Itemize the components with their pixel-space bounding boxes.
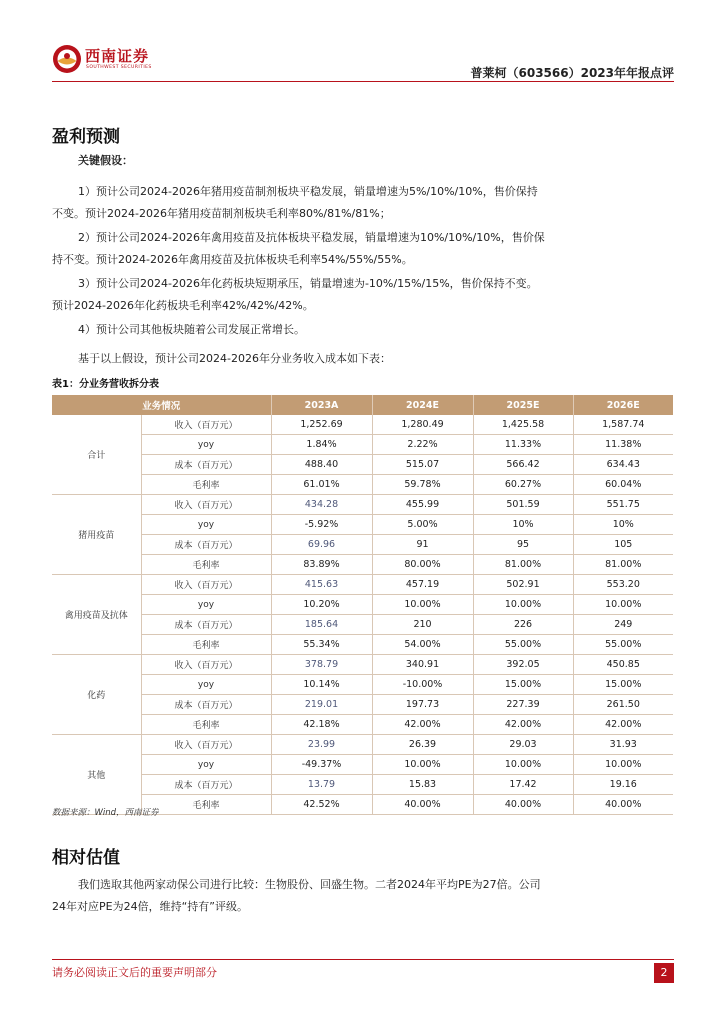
metric-label-cell: 毛利率 (141, 795, 271, 815)
table-row (52, 775, 673, 795)
metric-label-cell: 成本（百万元） (141, 695, 271, 715)
value-cell: 210 (372, 615, 473, 635)
logo-icon (52, 44, 82, 74)
value-cell: 15.83 (372, 775, 473, 795)
table-header-2024e: 2024E (372, 395, 473, 415)
value-cell: 1,280.49 (372, 415, 473, 435)
value-cell: 61.01% (271, 475, 372, 495)
value-cell: 457.19 (372, 575, 473, 595)
assumption-paragraph-2: 2）预计公司2024-2026年禽用疫苗及抗体板块平稳发展，销量增速为10%/10%/10%，售价保持不变。预计2024-2026年禽用疫苗及抗体板块毛利率54%/55%/55%。 (52, 231, 545, 266)
table-intro-paragraph: 基于以上假设，预计公司2024-2026年分业务收入成本如下表： (78, 352, 391, 365)
table-row (52, 735, 673, 755)
value-cell: 502.91 (473, 575, 573, 595)
header-divider (52, 81, 674, 82)
value-cell: 42.52% (271, 795, 372, 815)
metric-label-cell: 收入（百万元） (141, 735, 271, 755)
value-cell: 340.91 (372, 655, 473, 675)
value-cell: 11.38% (573, 435, 673, 455)
value-cell: 488.40 (271, 455, 372, 475)
page-number: 2 (654, 963, 674, 983)
footer-divider (52, 959, 674, 960)
table-row (52, 575, 673, 595)
section-title-relative-valuation: 相对估值 (52, 848, 120, 868)
report-title: 普莱柯（603566）2023年年报点评 (470, 66, 674, 80)
value-cell: 566.42 (473, 455, 573, 475)
assumption-paragraph-4: 4）预计公司其他板块随着公司发展正常增长。 (78, 323, 305, 336)
value-cell: 42.18% (271, 715, 372, 735)
value-cell: 81.00% (573, 555, 673, 575)
table-row (52, 555, 673, 575)
value-cell: 227.39 (473, 695, 573, 715)
value-cell: 10.20% (271, 595, 372, 615)
value-cell: 95 (473, 535, 573, 555)
metric-label-cell: 成本（百万元） (141, 615, 271, 635)
table-row (52, 655, 673, 675)
value-cell: 10% (573, 515, 673, 535)
logo-english-name: SOUTHWEST SECURITIES (86, 65, 152, 70)
value-cell: 42.00% (573, 715, 673, 735)
value-cell: 1,252.69 (271, 415, 372, 435)
table-source-note: 数据来源：Wind，西南证券 (52, 808, 159, 818)
table-header-row (52, 395, 673, 415)
value-cell: -5.92% (271, 515, 372, 535)
value-cell: 1,587.74 (573, 415, 673, 435)
value-cell: 31.93 (573, 735, 673, 755)
key-assumptions-label: 关键假设： (78, 154, 133, 167)
value-cell: 2.22% (372, 435, 473, 455)
value-cell: 55.00% (573, 635, 673, 655)
value-cell: 10.14% (271, 675, 372, 695)
segment-name-cell: 化药 (52, 655, 141, 735)
value-cell: 81.00% (473, 555, 573, 575)
value-cell: 10.00% (473, 595, 573, 615)
value-cell: 392.05 (473, 655, 573, 675)
value-cell: 10.00% (372, 755, 473, 775)
value-cell: 54.00% (372, 635, 473, 655)
value-cell: 59.78% (372, 475, 473, 495)
section-title-profit-forecast: 盈利预测 (52, 127, 120, 147)
value-cell: 219.01 (271, 695, 372, 715)
metric-label-cell: 收入（百万元） (141, 575, 271, 595)
value-cell: 515.07 (372, 455, 473, 475)
table-row (52, 715, 673, 735)
metric-label-cell: yoy (141, 515, 271, 535)
value-cell: 15.00% (473, 675, 573, 695)
value-cell: 249 (573, 615, 673, 635)
segment-revenue-table (52, 395, 673, 815)
metric-label-cell: 成本（百万元） (141, 455, 271, 475)
value-cell: 11.33% (473, 435, 573, 455)
value-cell: 26.39 (372, 735, 473, 755)
value-cell: 1,425.58 (473, 415, 573, 435)
value-cell: 10.00% (372, 595, 473, 615)
logo-chinese-name: 西南证券 (85, 47, 150, 65)
table-row (52, 435, 673, 455)
value-cell: -10.00% (372, 675, 473, 695)
metric-label-cell: yoy (141, 595, 271, 615)
metric-label-cell: 收入（百万元） (141, 415, 271, 435)
table-row (52, 535, 673, 555)
value-cell: -49.37% (271, 755, 372, 775)
value-cell: 40.00% (372, 795, 473, 815)
metric-label-cell: 成本（百万元） (141, 775, 271, 795)
table-header-2025e: 2025E (473, 395, 573, 415)
value-cell: 69.96 (271, 535, 372, 555)
value-cell: 83.89% (271, 555, 372, 575)
table-row (52, 415, 673, 435)
table-header-business: 业务情况 (52, 395, 271, 415)
metric-label-cell: yoy (141, 755, 271, 775)
value-cell: 29.03 (473, 735, 573, 755)
value-cell: 19.16 (573, 775, 673, 795)
table-row (52, 755, 673, 775)
value-cell: 261.50 (573, 695, 673, 715)
table-row (52, 595, 673, 615)
value-cell: 60.04% (573, 475, 673, 495)
metric-label-cell: yoy (141, 435, 271, 455)
assumption-paragraph-1: 1）预计公司2024-2026年猪用疫苗制剂板块平稳发展，销量增速为5%/10%/10%，售价保持不变。预计2024-2026年猪用疫苗制剂板块毛利率80%/81%/81%； (52, 185, 538, 220)
value-cell: 15.00% (573, 675, 673, 695)
assumption-paragraph-3: 3）预计公司2024-2026年化药板块短期承压，销量增速为-10%/15%/15%，售价保持不变。预计2024-2026年化药板块毛利率42%/42%/42%。 (52, 277, 538, 312)
value-cell: 40.00% (573, 795, 673, 815)
table-row (52, 695, 673, 715)
value-cell: 80.00% (372, 555, 473, 575)
value-cell: 91 (372, 535, 473, 555)
value-cell: 226 (473, 615, 573, 635)
value-cell: 55.34% (271, 635, 372, 655)
segment-name-cell: 其他 (52, 735, 141, 815)
table-title: 表1：分业务营收拆分表 (52, 379, 159, 390)
value-cell: 1.84% (271, 435, 372, 455)
value-cell: 42.00% (473, 715, 573, 735)
value-cell: 450.85 (573, 655, 673, 675)
value-cell: 434.28 (271, 495, 372, 515)
table-header-2026e: 2026E (573, 395, 673, 415)
value-cell: 10% (473, 515, 573, 535)
value-cell: 10.00% (573, 595, 673, 615)
metric-label-cell: 毛利率 (141, 475, 271, 495)
metric-label-cell: 成本（百万元） (141, 535, 271, 555)
value-cell: 13.79 (271, 775, 372, 795)
table-row (52, 475, 673, 495)
value-cell: 634.43 (573, 455, 673, 475)
value-cell: 10.00% (573, 755, 673, 775)
value-cell: 17.42 (473, 775, 573, 795)
value-cell: 185.64 (271, 615, 372, 635)
value-cell: 55.00% (473, 635, 573, 655)
value-cell: 501.59 (473, 495, 573, 515)
value-cell: 553.20 (573, 575, 673, 595)
table-row (52, 635, 673, 655)
metric-label-cell: yoy (141, 675, 271, 695)
table-row (52, 515, 673, 535)
value-cell: 42.00% (372, 715, 473, 735)
company-logo (52, 44, 182, 78)
metric-label-cell: 毛利率 (141, 715, 271, 735)
value-cell: 5.00% (372, 515, 473, 535)
value-cell: 10.00% (473, 755, 573, 775)
segment-name-cell: 猪用疫苗 (52, 495, 141, 575)
table-row (52, 615, 673, 635)
metric-label-cell: 收入（百万元） (141, 495, 271, 515)
value-cell: 60.27% (473, 475, 573, 495)
table-header-2023a: 2023A (271, 395, 372, 415)
table-row (52, 495, 673, 515)
value-cell: 105 (573, 535, 673, 555)
table-row (52, 455, 673, 475)
metric-label-cell: 毛利率 (141, 635, 271, 655)
value-cell: 23.99 (271, 735, 372, 755)
segment-name-cell: 禽用疫苗及抗体 (52, 575, 141, 655)
value-cell: 40.00% (473, 795, 573, 815)
value-cell: 455.99 (372, 495, 473, 515)
metric-label-cell: 收入（百万元） (141, 655, 271, 675)
value-cell: 415.63 (271, 575, 372, 595)
valuation-paragraph: 我们选取其他两家动保公司进行比较：生物股份、回盛生物。二者2024年平均PE为27倍。公司24年对应PE为24倍，维持“持有”评级。 (52, 878, 541, 913)
value-cell: 551.75 (573, 495, 673, 515)
value-cell: 378.79 (271, 655, 372, 675)
value-cell: 197.73 (372, 695, 473, 715)
disclaimer-note: 请务必阅读正文后的重要声明部分 (52, 966, 217, 979)
segment-name-cell: 合计 (52, 415, 141, 495)
metric-label-cell: 毛利率 (141, 555, 271, 575)
table-row (52, 675, 673, 695)
